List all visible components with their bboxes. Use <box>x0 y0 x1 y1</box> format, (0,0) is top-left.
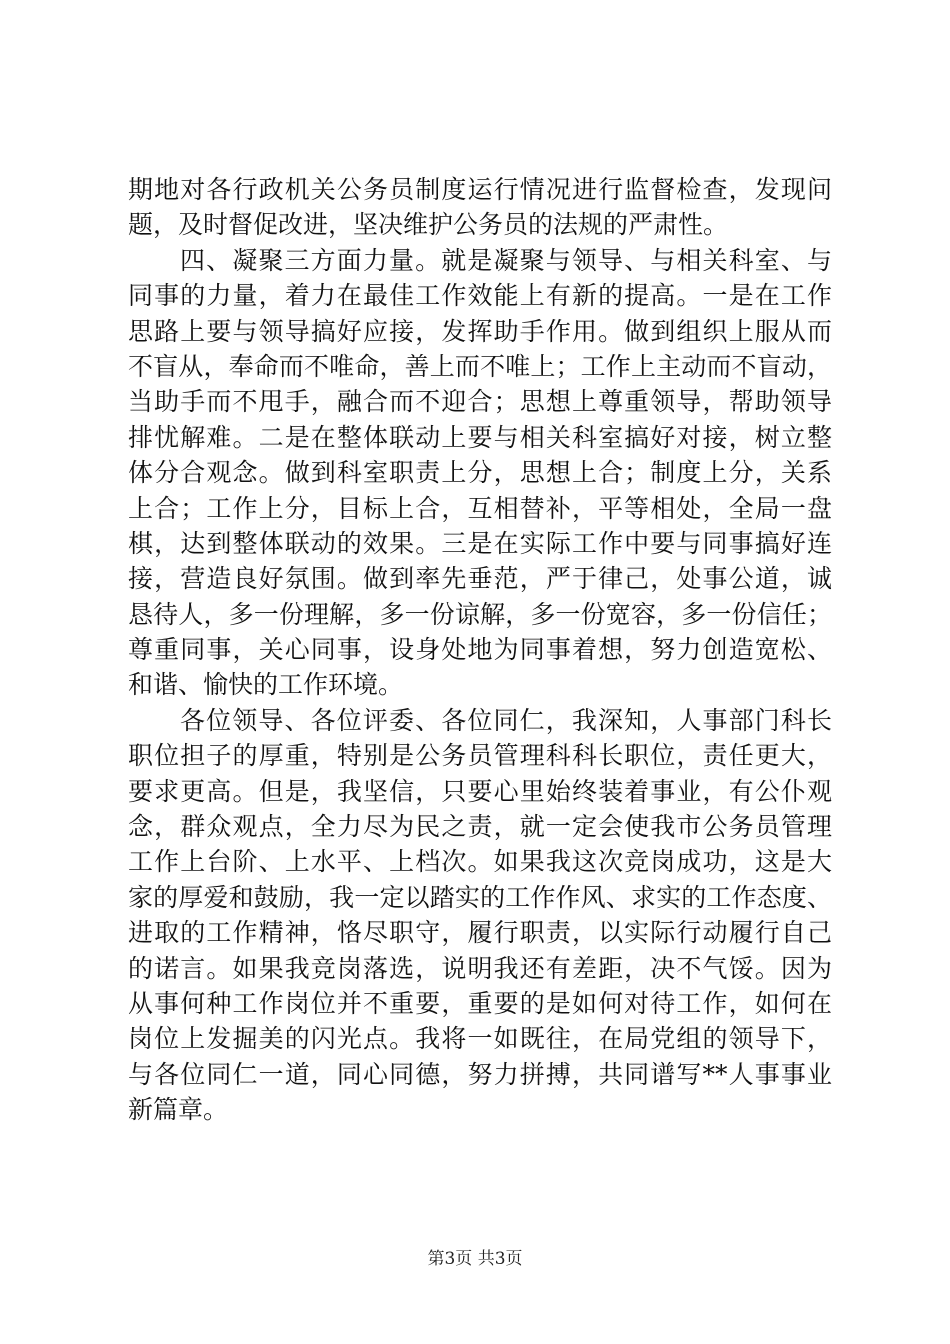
text-line: 家的厚爱和鼓励，我一定以踏实的工作作风、求实的工作态度、 <box>128 882 832 912</box>
text-line: 从事何种工作岗位并不重要，重要的是如何对待工作，如何在 <box>128 988 832 1018</box>
text-line: 工作上台阶、上水平、上档次。如果我这次竞岗成功，这是大 <box>128 847 832 877</box>
text-line: 不盲从，奉命而不唯命，善上而不唯上；工作上主动而不盲动， <box>128 351 832 381</box>
text-line: 同事的力量，着力在最佳工作效能上有新的提高。一是在工作 <box>128 281 832 311</box>
text-line: 上合；工作上分，目标上合，互相替补，平等相处，全局一盘 <box>128 493 832 523</box>
text-line: 新篇章。 <box>128 1095 229 1125</box>
page-footer <box>0 1244 950 1269</box>
text-line: 进取的工作精神，恪尽职守，履行职责，以实际行动履行自己 <box>128 918 832 948</box>
document-body <box>128 172 832 1128</box>
text-line: 思路上要与领导搞好应接，发挥助手作用。做到组织上服从而 <box>128 316 832 346</box>
text-line: 岗位上发掘美的闪光点。我将一如既往，在局党组的领导下， <box>128 1024 832 1054</box>
text-line: 与各位同仁一道，同心同德，努力拼搏，共同谱写**人事事业 <box>128 1059 832 1089</box>
text-line: 当助手而不甩手，融合而不迎合；思想上尊重领导，帮助领导 <box>128 387 832 417</box>
text-line: 和谐、愉快的工作环境。 <box>128 670 404 700</box>
text-line: 接，营造良好氛围。做到率先垂范，严于律己，处事公道，诚 <box>128 564 832 594</box>
text-line: 尊重同事，关心同事，设身处地为同事着想，努力创造宽松、 <box>128 635 832 665</box>
text-line: 恳待人，多一份理解，多一份谅解，多一份宽容，多一份信任； <box>128 599 832 629</box>
text-line: 题，及时督促改进，坚决维护公务员的法规的严肃性。 <box>128 210 729 240</box>
text-line: 四、凝聚三方面力量。就是凝聚与领导、与相关科室、与 <box>180 245 832 275</box>
text-line: 期地对各行政机关公务员制度运行情况进行监督检查，发现问 <box>128 175 832 204</box>
text-line: 体分合观念。做到科室职责上分，思想上合；制度上分，关系 <box>128 458 832 488</box>
text-line: 的诺言。如果我竞岗落选，说明我还有差距，决不气馁。因为 <box>128 953 832 983</box>
text-line: 各位领导、各位评委、各位同仁，我深知，人事部门科长 <box>180 705 832 735</box>
text-line: 排忧解难。二是在整体联动上要与相关科室搞好对接，树立整 <box>128 422 832 452</box>
text-line: 念，群众观点，全力尽为民之责，就一定会使我市公务员管理 <box>128 812 832 842</box>
text-line: 棋，达到整体联动的效果。三是在实际工作中要与同事搞好连 <box>128 528 832 558</box>
page-number-label: 第3页 共3页 <box>427 1249 523 1269</box>
text-line: 要求更高。但是，我坚信，只要心里始终装着事业，有公仆观 <box>128 776 832 806</box>
text-line: 职位担子的厚重，特别是公务员管理科科长职位，责任更大， <box>128 741 832 771</box>
